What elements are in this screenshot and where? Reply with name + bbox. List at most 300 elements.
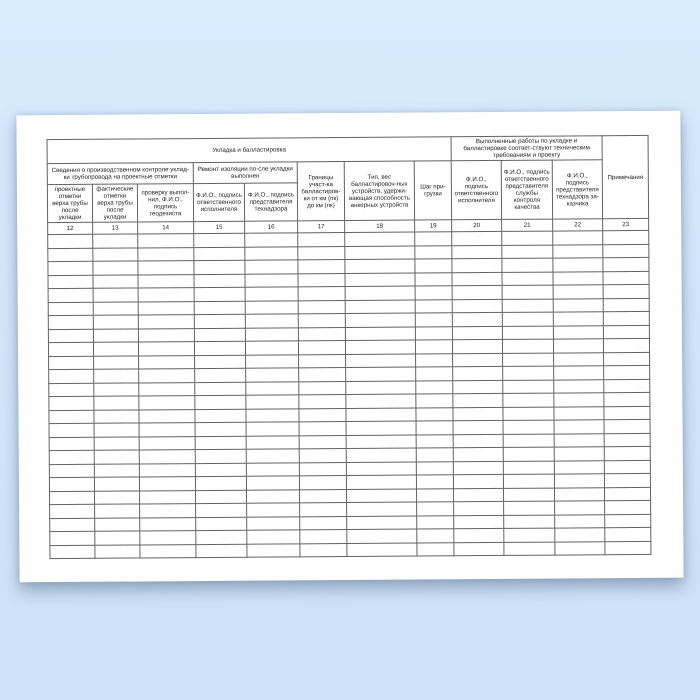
empty-cell [195, 490, 246, 504]
empty-cell [246, 368, 299, 382]
empty-cell [503, 366, 554, 380]
column-number: 12 [48, 222, 93, 234]
empty-cell [416, 380, 453, 394]
header-ballast-section-limits: Границы участ-ка балластиров-ки от км (пк) до км (пк) [297, 162, 344, 221]
empty-cell [50, 531, 95, 545]
empty-cell [246, 476, 299, 490]
empty-cell [298, 314, 345, 328]
empty-cell [453, 461, 503, 475]
empty-cell [48, 261, 93, 275]
empty-cell [247, 543, 300, 557]
empty-cell [49, 423, 94, 437]
header-notes: Примечания [602, 135, 649, 218]
empty-cell [454, 542, 504, 556]
empty-cell [454, 501, 504, 515]
empty-cell [194, 287, 245, 301]
empty-cell [139, 436, 195, 450]
empty-cell [346, 448, 416, 462]
empty-cell [554, 433, 604, 447]
header-ballast-devices: Тип, вес балластировоч-ных устройств, удержи-вающая способность анкерных устройств [344, 161, 414, 220]
empty-cell [416, 488, 453, 502]
empty-cell [452, 258, 502, 272]
empty-cell [345, 327, 415, 341]
empty-cell [298, 246, 345, 260]
empty-cell [94, 382, 139, 396]
header-surveyor-check: проверку выпол-нил, Ф.И.О., подпись геодезиста [137, 184, 193, 222]
empty-cell [94, 396, 139, 410]
empty-cell [346, 367, 416, 381]
table-body [48, 230, 651, 558]
empty-cell [138, 342, 194, 356]
empty-cell [93, 261, 138, 275]
empty-cell [299, 489, 346, 503]
empty-cell [345, 313, 415, 327]
empty-cell [299, 422, 346, 436]
column-number: 17 [298, 221, 345, 233]
empty-cell [299, 435, 346, 449]
empty-cell [604, 352, 650, 366]
empty-cell [604, 460, 650, 474]
empty-cell [247, 503, 300, 517]
empty-cell [139, 450, 195, 464]
empty-cell [603, 271, 649, 285]
empty-cell [138, 288, 194, 302]
empty-cell [347, 516, 417, 530]
empty-cell [452, 326, 502, 340]
empty-cell [453, 488, 503, 502]
header-customer-supervision-signature: Ф.И.О., подпись представителя технадзора за-казчика [552, 160, 602, 219]
empty-cell [195, 382, 246, 396]
empty-cell [417, 529, 454, 543]
empty-cell [298, 273, 345, 287]
table-header [47, 135, 649, 234]
empty-cell [195, 395, 246, 409]
empty-cell [195, 449, 246, 463]
empty-cell [554, 366, 604, 380]
header-repair-executor-signature: Ф.И.О., подпись ответственного исполнителя [193, 183, 244, 221]
empty-cell [139, 463, 195, 477]
empty-cell [245, 287, 298, 301]
column-number: 15 [194, 221, 245, 233]
empty-cell [93, 234, 138, 248]
empty-cell [452, 285, 502, 299]
empty-cell [49, 369, 94, 383]
empty-cell [95, 517, 140, 531]
empty-cell [452, 312, 502, 326]
empty-cell [346, 462, 416, 476]
empty-cell [49, 450, 94, 464]
empty-cell [553, 339, 603, 353]
empty-cell [196, 544, 247, 558]
empty-cell [452, 245, 502, 259]
empty-cell [138, 328, 194, 342]
empty-cell [49, 396, 94, 410]
empty-cell [555, 541, 605, 555]
empty-cell [299, 449, 346, 463]
empty-cell [452, 272, 502, 286]
empty-cell [246, 449, 299, 463]
empty-cell [93, 301, 138, 315]
empty-cell [299, 368, 346, 382]
empty-cell [555, 514, 605, 528]
empty-cell [298, 233, 345, 247]
empty-cell [503, 353, 554, 367]
empty-cell [94, 369, 139, 383]
empty-cell [502, 285, 553, 299]
empty-cell [417, 502, 454, 516]
header-load-step: Шаг при-грузки [414, 161, 451, 220]
empty-cell [415, 326, 452, 340]
empty-cell [453, 407, 503, 421]
empty-cell [554, 460, 604, 474]
empty-cell [346, 489, 416, 503]
empty-cell [245, 246, 298, 260]
empty-cell [502, 258, 553, 272]
empty-cell [416, 367, 453, 381]
empty-cell [346, 354, 416, 368]
empty-cell [453, 434, 503, 448]
empty-cell [346, 475, 416, 489]
empty-cell [245, 260, 298, 274]
empty-cell [245, 233, 298, 247]
empty-cell [604, 419, 650, 433]
empty-cell [345, 340, 415, 354]
empty-cell [48, 315, 93, 329]
empty-cell [247, 516, 300, 530]
empty-cell [49, 437, 94, 451]
empty-cell [138, 247, 194, 261]
empty-cell [555, 501, 605, 515]
empty-cell [554, 447, 604, 461]
empty-cell [50, 545, 95, 559]
empty-cell [298, 260, 345, 274]
empty-cell [502, 299, 553, 313]
empty-cell [503, 380, 554, 394]
empty-cell [49, 383, 94, 397]
empty-cell [195, 409, 246, 423]
empty-cell [416, 353, 453, 367]
empty-cell [603, 257, 649, 271]
header-production-control: Сведения о производственном контроле уклад-ки трубопровода на проектные отметки [47, 163, 193, 185]
empty-cell [453, 353, 503, 367]
column-number: 19 [415, 220, 452, 232]
header-executor-signature: Ф.И.О., подпись ответственного исполнителя [451, 160, 501, 219]
empty-cell [94, 436, 139, 450]
column-number: 13 [93, 222, 138, 234]
empty-cell [504, 542, 555, 556]
empty-cell [345, 232, 415, 246]
empty-cell [140, 544, 196, 558]
empty-cell [93, 315, 138, 329]
empty-cell [452, 231, 502, 245]
empty-cell [605, 500, 651, 514]
empty-cell [195, 476, 246, 490]
column-number: 22 [553, 219, 603, 231]
empty-cell [246, 422, 299, 436]
empty-cell [48, 288, 93, 302]
empty-cell [138, 301, 194, 315]
empty-cell [138, 315, 194, 329]
header-completed-works: Выполненные работы по укладке и балластировке соответ-ствуют техническим требованиям и проекту [451, 136, 602, 161]
empty-cell [453, 447, 503, 461]
empty-cell [416, 475, 453, 489]
empty-cell [604, 473, 650, 487]
empty-cell [415, 286, 452, 300]
empty-cell [415, 313, 452, 327]
empty-cell [453, 393, 503, 407]
empty-cell [415, 259, 452, 273]
empty-cell [346, 408, 416, 422]
empty-cell [194, 314, 245, 328]
column-number: 20 [452, 219, 502, 231]
empty-cell [246, 462, 299, 476]
empty-cell [502, 231, 553, 245]
empty-cell [299, 408, 346, 422]
empty-cell [138, 261, 194, 275]
empty-cell [299, 381, 346, 395]
empty-cell [94, 423, 139, 437]
empty-cell [48, 248, 93, 262]
empty-cell [605, 487, 651, 501]
empty-cell [553, 298, 603, 312]
empty-cell [246, 489, 299, 503]
empty-cell [299, 462, 346, 476]
empty-cell [416, 461, 453, 475]
empty-cell [454, 515, 504, 529]
empty-cell [553, 231, 603, 245]
empty-cell [605, 527, 651, 541]
empty-cell [453, 380, 503, 394]
empty-cell [553, 244, 603, 258]
empty-cell [605, 514, 651, 528]
empty-cell [604, 379, 650, 393]
empty-cell [504, 515, 555, 529]
empty-cell [139, 409, 195, 423]
empty-cell [346, 421, 416, 435]
empty-cell [139, 477, 195, 491]
header-quality-control-signature: Ф.И.О., подпись ответственного представителя службы контроля качества [501, 160, 552, 219]
empty-cell [139, 369, 195, 383]
empty-cell [140, 531, 196, 545]
empty-cell [346, 435, 416, 449]
empty-cell [604, 433, 650, 447]
header-repair-supervision-signature: Ф.И.О., подпись представителя технадзора [244, 183, 297, 221]
empty-cell [503, 474, 554, 488]
header-insulation-repair: Ремонт изоляции по-сле укладки выполнен [193, 162, 297, 184]
empty-cell [194, 260, 245, 274]
empty-cell [246, 408, 299, 422]
empty-cell [94, 409, 139, 423]
empty-cell [140, 504, 196, 518]
empty-cell [298, 341, 345, 355]
empty-cell [49, 356, 94, 370]
empty-cell [139, 396, 195, 410]
empty-cell [246, 354, 299, 368]
empty-cell [93, 288, 138, 302]
empty-cell [93, 247, 138, 261]
empty-cell [93, 328, 138, 342]
empty-cell [504, 528, 555, 542]
empty-cell [194, 301, 245, 315]
empty-cell [246, 435, 299, 449]
empty-cell [48, 234, 93, 248]
empty-cell [503, 420, 554, 434]
empty-cell [604, 392, 650, 406]
empty-cell [603, 325, 649, 339]
empty-cell [452, 339, 502, 353]
empty-cell [49, 464, 94, 478]
empty-cell [247, 530, 300, 544]
empty-cell [453, 366, 503, 380]
empty-cell [502, 245, 553, 259]
empty-cell [48, 342, 93, 356]
empty-cell [245, 341, 298, 355]
empty-cell [139, 355, 195, 369]
empty-cell [415, 299, 452, 313]
empty-cell [503, 434, 554, 448]
empty-cell [603, 284, 649, 298]
empty-cell [194, 274, 245, 288]
empty-cell [195, 436, 246, 450]
empty-cell [298, 300, 345, 314]
document-page [16, 111, 683, 583]
empty-cell [246, 381, 299, 395]
empty-cell [453, 420, 503, 434]
empty-cell [555, 528, 605, 542]
empty-cell [416, 421, 453, 435]
empty-cell [504, 501, 555, 515]
header-design-marks: проектные отметки верха трубы после укладки [47, 184, 92, 222]
column-number: 23 [603, 218, 649, 230]
empty-cell [554, 487, 604, 501]
empty-cell [139, 382, 195, 396]
empty-cell [554, 379, 604, 393]
empty-cell [299, 354, 346, 368]
empty-cell [453, 474, 503, 488]
empty-cell [93, 342, 138, 356]
empty-cell [605, 541, 651, 555]
empty-cell [553, 258, 603, 272]
empty-cell [604, 365, 650, 379]
empty-cell [417, 542, 454, 556]
empty-cell [554, 352, 604, 366]
empty-cell [502, 272, 553, 286]
empty-cell [416, 434, 453, 448]
empty-cell [345, 246, 415, 260]
empty-cell [416, 394, 453, 408]
empty-cell [139, 423, 195, 437]
header-laying-ballasting: Укладка и балластировка [47, 137, 451, 164]
empty-cell [554, 420, 604, 434]
empty-cell [196, 530, 247, 544]
empty-cell [245, 273, 298, 287]
empty-cell [345, 286, 415, 300]
empty-cell [554, 393, 604, 407]
empty-cell [195, 368, 246, 382]
empty-cell [503, 461, 554, 475]
empty-cell [140, 517, 196, 531]
empty-cell [50, 504, 95, 518]
empty-cell [195, 355, 246, 369]
empty-cell [415, 272, 452, 286]
empty-cell [553, 271, 603, 285]
empty-cell [347, 543, 417, 557]
empty-cell [553, 285, 603, 299]
empty-cell [603, 244, 649, 258]
empty-cell [195, 463, 246, 477]
empty-cell [195, 422, 246, 436]
empty-cell [502, 326, 553, 340]
empty-cell [416, 407, 453, 421]
empty-cell [604, 406, 650, 420]
empty-cell [603, 338, 649, 352]
empty-cell [345, 300, 415, 314]
empty-cell [48, 275, 93, 289]
empty-cell [345, 259, 415, 273]
empty-cell [196, 517, 247, 531]
empty-cell [503, 393, 554, 407]
empty-cell [415, 232, 452, 246]
empty-cell [94, 450, 139, 464]
empty-cell [94, 463, 139, 477]
empty-cell [245, 314, 298, 328]
empty-cell [417, 515, 454, 529]
empty-cell [299, 395, 346, 409]
empty-cell [345, 273, 415, 287]
empty-cell [503, 488, 554, 502]
empty-cell [138, 234, 194, 248]
empty-cell [95, 504, 140, 518]
empty-cell [347, 529, 417, 543]
column-number: 16 [245, 221, 298, 233]
empty-cell [454, 528, 504, 542]
empty-cell [604, 446, 650, 460]
empty-cell [554, 474, 604, 488]
empty-cell [298, 287, 345, 301]
empty-cell [93, 274, 138, 288]
column-number: 18 [345, 220, 415, 232]
empty-cell [245, 327, 298, 341]
empty-cell [194, 341, 245, 355]
empty-cell [553, 312, 603, 326]
empty-cell [196, 503, 247, 517]
empty-cell [300, 543, 347, 557]
empty-cell [502, 339, 553, 353]
empty-cell [95, 490, 140, 504]
empty-cell [554, 406, 604, 420]
empty-cell [300, 516, 347, 530]
empty-cell [194, 328, 245, 342]
empty-cell [138, 274, 194, 288]
column-number: 21 [502, 219, 553, 231]
empty-cell [503, 407, 554, 421]
empty-cell [603, 311, 649, 325]
empty-cell [300, 530, 347, 544]
empty-cell [49, 410, 94, 424]
empty-cell [553, 325, 603, 339]
empty-cell [50, 518, 95, 532]
empty-cell [346, 381, 416, 395]
empty-cell [94, 355, 139, 369]
empty-cell [95, 531, 140, 545]
empty-cell [246, 395, 299, 409]
empty-cell [50, 491, 95, 505]
empty-cell [347, 502, 417, 516]
empty-cell [48, 302, 93, 316]
empty-cell [139, 490, 195, 504]
empty-cell [416, 448, 453, 462]
empty-cell [49, 477, 94, 491]
